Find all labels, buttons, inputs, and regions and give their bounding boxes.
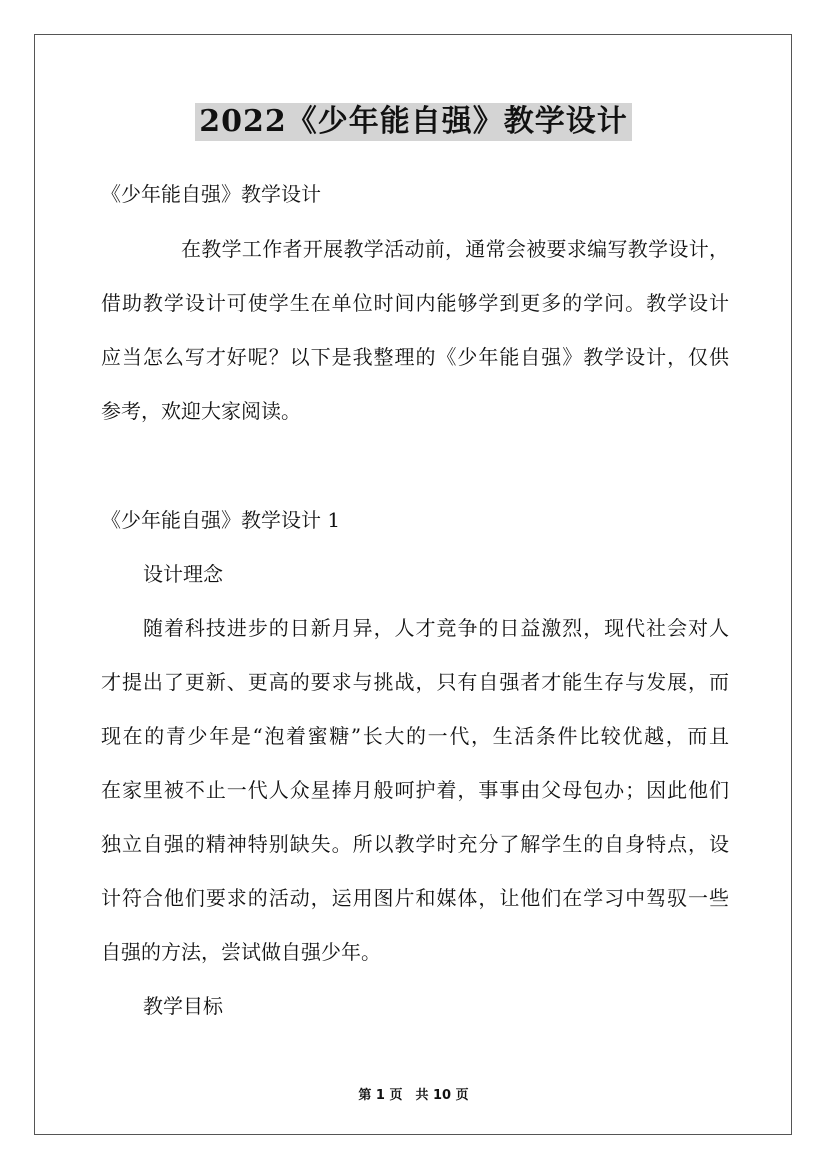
paragraph-line: 随着科技进步的日新月异，人才竞争的日益激烈，现代社会对人	[143, 616, 729, 640]
subsection-heading: 设计理念	[143, 562, 223, 586]
page-number-footer: 第 1 页 共 10 页	[358, 1088, 469, 1103]
paragraph-line: 现在的青少年是“泡着蜜糖”长大的一代，生活条件比较优越，而且	[101, 724, 729, 748]
paragraph-line: 才提出了更新、更高的要求与挑战，只有自强者才能生存与发展，而	[101, 670, 729, 694]
section-heading: 《少年能自强》教学设计 1	[101, 508, 341, 532]
paragraph-line: 自强的方法，尝试做自强少年。	[101, 940, 381, 964]
paragraph-line: 参考，欢迎大家阅读。	[101, 399, 301, 423]
paragraph-line: 在教学工作者开展教学活动前，通常会被要求编写教学设计，	[181, 237, 729, 261]
paragraph-line: 在家里被不止一代人众星捧月般呵护着，事事由父母包办；因此他们	[101, 778, 729, 802]
document-title: 2022《少年能自强》教学设计	[195, 103, 632, 141]
paragraph-line: 计符合他们要求的活动，运用图片和媒体，让他们在学习中驾驭一些	[101, 886, 729, 910]
paragraph-line: 应当怎么写才好呢？以下是我整理的《少年能自强》教学设计，仅供	[101, 345, 729, 369]
subsection-heading: 教学目标	[143, 994, 223, 1018]
paragraph-line: 独立自强的精神特别缺失。所以教学时充分了解学生的自身特点，设	[101, 832, 729, 856]
subtitle-line: 《少年能自强》教学设计	[101, 182, 321, 206]
title-container	[0, 103, 827, 141]
paragraph-line: 借助教学设计可使学生在单位时间内能够学到更多的学问。教学设计	[101, 291, 729, 315]
